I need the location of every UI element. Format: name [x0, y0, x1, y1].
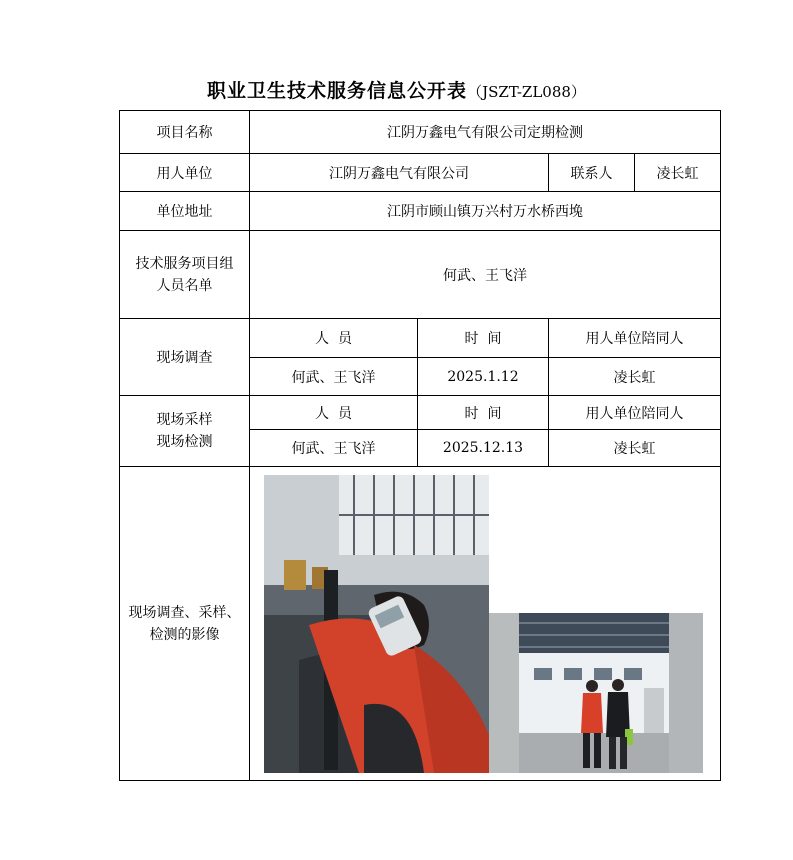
sampling-label-line1: 现场采样 — [156, 412, 213, 428]
images-cell — [250, 467, 721, 781]
team-value: 何武、王飞洋 — [250, 231, 721, 319]
photos-container — [250, 468, 720, 780]
row-employer — [120, 154, 721, 192]
contact-label: 联系人 — [549, 154, 635, 192]
title-code: （JSZT-ZL088） — [467, 83, 586, 101]
images-label-line1: 现场调查、采样、 — [128, 604, 241, 621]
contact-value: 凌长虹 — [635, 154, 721, 192]
sampling-label — [120, 396, 250, 467]
survey-col-time: 时 间 — [418, 319, 549, 358]
survey-label: 现场调查 — [120, 319, 250, 396]
row-images — [120, 467, 721, 781]
photo-field-measurement-image — [264, 475, 489, 773]
team-label — [120, 231, 250, 319]
project-name-value: 江阴万鑫电气有限公司定期检测 — [250, 111, 721, 154]
team-label-line1: 技术服务项目组 — [135, 255, 234, 272]
photo-workshop-visit — [489, 613, 703, 773]
address-value: 江阴市顾山镇万兴村万水桥西堍 — [250, 192, 721, 231]
sampling-label-line2: 现场检测 — [156, 434, 213, 450]
sampling-col-time: 时 间 — [418, 396, 549, 430]
row-survey-header — [120, 319, 721, 358]
title-text: 职业卫生技术服务信息公开表 — [207, 80, 468, 102]
images-label — [120, 467, 250, 781]
row-project-name — [120, 111, 721, 154]
address-label: 单位地址 — [120, 192, 250, 231]
sampling-time: 2025.12.13 — [418, 430, 549, 467]
row-address — [120, 192, 721, 231]
sampling-escort: 凌长虹 — [549, 430, 721, 467]
row-team — [120, 231, 721, 319]
employer-value: 江阴万鑫电气有限公司 — [250, 154, 549, 192]
team-label-line2: 人员名单 — [156, 277, 213, 294]
survey-time: 2025.1.12 — [418, 358, 549, 396]
survey-escort: 凌长虹 — [549, 358, 721, 396]
survey-col-personnel: 人 员 — [250, 319, 418, 358]
photo-workshop-visit-image — [489, 613, 703, 773]
employer-label: 用人单位 — [120, 154, 250, 192]
form-title — [0, 76, 793, 103]
images-label-line2: 检测的影像 — [149, 626, 220, 643]
sampling-col-personnel: 人 员 — [250, 396, 418, 430]
sampling-col-escort: 用人单位陪同人 — [549, 396, 721, 430]
sampling-personnel: 何武、王飞洋 — [250, 430, 418, 467]
row-sampling-header — [120, 396, 721, 430]
info-table — [119, 110, 721, 781]
photo-field-measurement — [264, 475, 489, 773]
survey-col-escort: 用人单位陪同人 — [549, 319, 721, 358]
project-name-label: 项目名称 — [120, 111, 250, 154]
survey-personnel: 何武、王飞洋 — [250, 358, 418, 396]
